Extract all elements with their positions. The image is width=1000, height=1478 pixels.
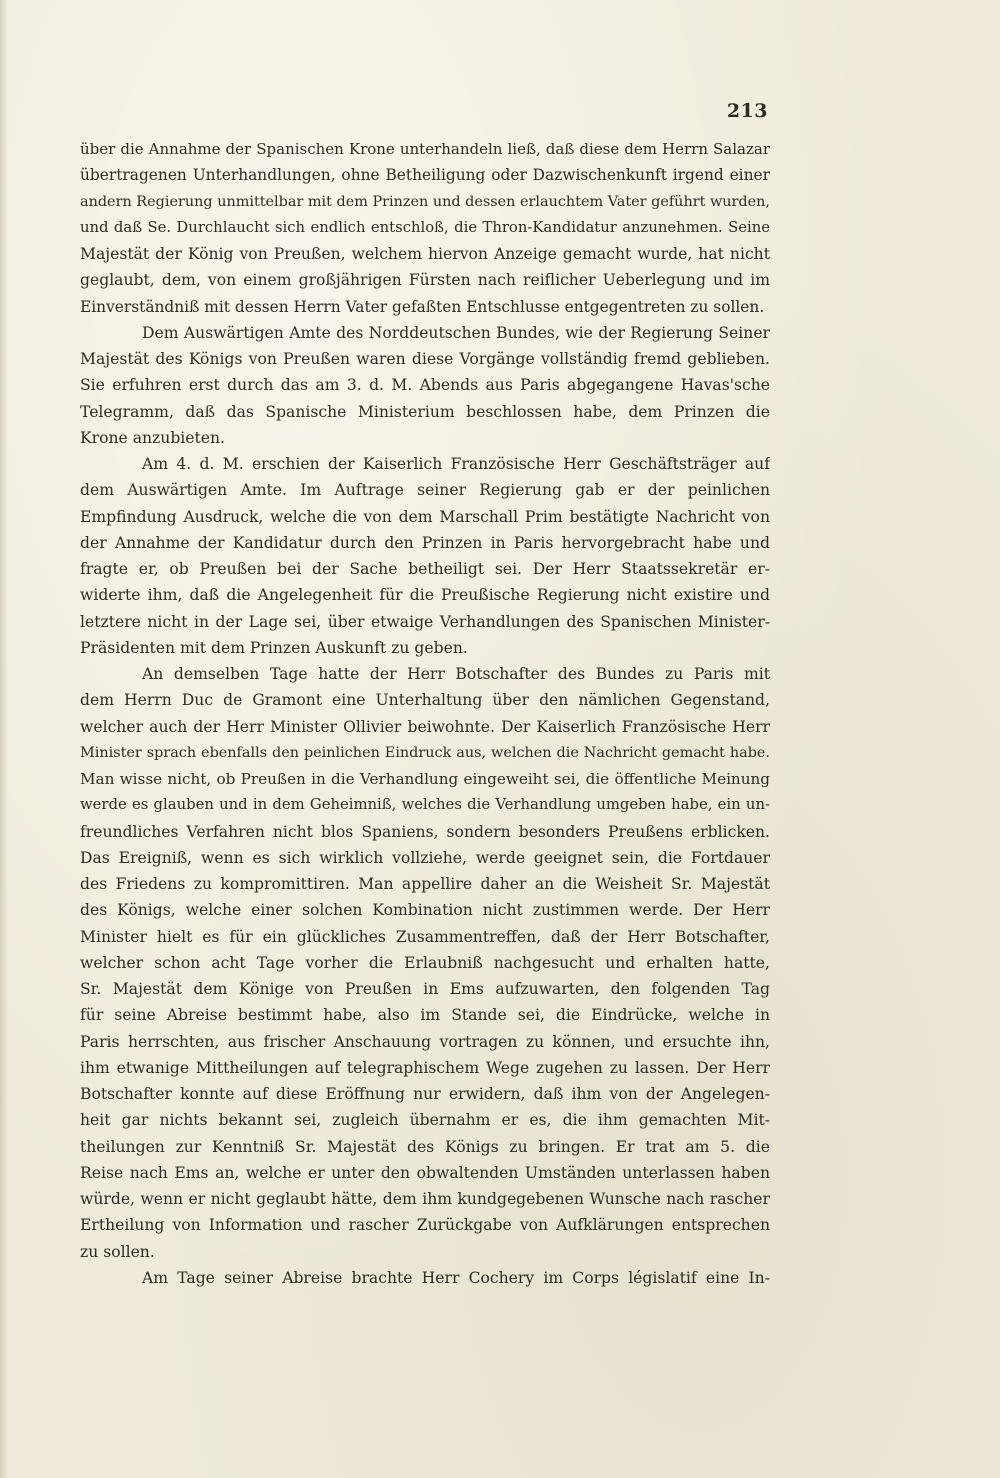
text-line: Empfindung Ausdruck, welche die von dem Marschall Prim bestätigte Nachricht von: [80, 507, 770, 526]
text-line: Minister hielt es für ein glückliches Zusammentreffen, daß der Herr Botschafter,: [80, 927, 770, 946]
text-line: geglaubt, dem, von einem großjährigen Fürsten nach reiflicher Ueberlegung und im: [80, 271, 770, 290]
text-line: übertragenen Unterhandlungen, ohne Betheiligung oder Dazwischenkunft irgend einer: [80, 166, 770, 185]
text-line: werde es glauben und in dem Geheimniß, welches die Verhandlung umgeben habe, ein un-: [80, 796, 770, 814]
text-line: Reise nach Ems an, welche er unter den obwaltenden Umständen unterlassen haben: [80, 1163, 770, 1182]
text-line: Botschafter konnte auf diese Eröffnung nur erwidern, daß ihm von der Angelegen-: [80, 1085, 770, 1103]
text-line: heit gar nichts bekannt sei, zugleich übernahm er es, die ihm gemachten Mit-: [80, 1111, 770, 1130]
text-line: und daß Se. Durchlaucht sich endlich entschloß, die Thron-Kandidatur anzunehmen. Seine: [80, 218, 770, 236]
text-line: dem Auswärtigen Amte. Im Auftrage seiner Regierung gab er der peinlichen: [80, 481, 770, 500]
text-line: Paris herrschten, aus frischer Anschauung vortragen zu können, und ersuchte ihn,: [80, 1032, 770, 1051]
text-line: dem Herrn Duc de Gramont eine Unterhaltung über den nämlichen Gegenstand,: [80, 691, 770, 710]
text-line: andern Regierung unmittelbar mit dem Prinzen und dessen erlauchtem Vater geführt wurden,: [80, 193, 770, 210]
text-line: Majestät des Königs von Preußen waren diese Vorgänge vollständig fremd geblieben.: [80, 350, 770, 368]
text-line: theilungen zur Kenntniß Sr. Majestät des Königs zu bringen. Er trat am 5. die: [80, 1137, 770, 1156]
text-line: Man wisse nicht, ob Preußen in die Verhandlung eingeweiht sei, die öffentliche Meinung: [80, 770, 770, 788]
text-line: Am 4. d. M. erschien der Kaiserlich Französische Herr Geschäftsträger auf: [142, 455, 770, 473]
text-line: Am Tage seiner Abreise brachte Herr Cochery im Corps législatif eine In-: [142, 1268, 770, 1287]
text-line: Das Ereigniß, wenn es sich wirklich vollziehe, werde geeignet sein, die Fortdauer: [80, 848, 770, 867]
text-line: für seine Abreise bestimmt habe, also im Stande sei, die Eindrücke, welche in: [80, 1006, 770, 1025]
text-line: Majestät der König von Preußen, welchem hiervon Anzeige gemacht wurde, hat nicht: [80, 245, 770, 263]
text-line: welcher schon acht Tage vorher die Erlaubniß nachgesucht und erhalten hatte,: [80, 953, 770, 972]
text-line: würde, wenn er nicht geglaubt hätte, dem ihm kundgegebenen Wunsche nach rascher: [80, 1190, 770, 1208]
body-text: [80, 136, 770, 1291]
text-line: welcher auch der Herr Minister Ollivier beiwohnte. Der Kaiserlich Französische Herr: [80, 717, 770, 736]
text-line: Einverständniß mit dessen Herrn Vater gefaßten Entschlusse entgegentreten zu sollen.: [80, 297, 765, 316]
text-line: des Königs, welche einer solchen Kombination nicht zustimmen werde. Der Herr: [80, 901, 770, 920]
text-line: Krone anzubieten.: [80, 428, 226, 447]
text-line: freundliches Verfahren nicht blos Spaniens, sondern besonders Preußens erblicken.: [80, 822, 770, 841]
text-line: Sie erfuhren erst durch das am 3. d. M. Abends aus Paris abgegangene Havas'sche: [80, 376, 770, 395]
text-line: ihm etwanige Mittheilungen auf telegraphischem Wege zugehen zu lassen. Der Herr: [80, 1058, 770, 1077]
page-edge-shadow: [0, 0, 8, 1478]
text-line: An demselben Tage hatte der Herr Botschafter des Bundes zu Paris mit: [142, 665, 770, 683]
text-line: Dem Auswärtigen Amte des Norddeutschen Bundes, wie der Regierung Seiner: [142, 323, 770, 342]
text-line: Ertheilung von Information und rascher Zurückgabe von Aufklärungen entsprechen: [80, 1216, 770, 1235]
text-line: über die Annahme der Spanischen Krone unterhandeln ließ, daß diese dem Herrn Salazar: [80, 140, 770, 158]
text-line: des Friedens zu kompromittiren. Man appellire daher an die Weisheit Sr. Majestät: [80, 875, 770, 893]
text-line: der Annahme der Kandidatur durch den Prinzen in Paris hervorgebracht habe und: [80, 533, 770, 552]
text-line: Sr. Majestät dem Könige von Preußen in Ems aufzuwarten, den folgenden Tag: [80, 980, 770, 998]
text-line: letztere nicht in der Lage sei, über etwaige Verhandlungen des Spanischen Minister-: [80, 612, 770, 631]
text-line: fragte er, ob Preußen bei der Sache betheiligt sei. Der Herr Staatssekretär er-: [80, 560, 770, 578]
text-line: zu sollen.: [80, 1242, 155, 1261]
text-line: Präsidenten mit dem Prinzen Auskunft zu geben.: [80, 638, 468, 657]
text-line: Telegramm, daß das Spanische Ministerium beschlossen habe, dem Prinzen die: [80, 402, 770, 421]
text-line: Minister sprach ebenfalls den peinlichen Eindruck aus, welchen die Nachricht gemacht habe.: [80, 744, 770, 761]
text-line: widerte ihm, daß die Angelegenheit für die Preußische Regierung nicht existire und: [80, 586, 770, 605]
page-number: 213: [726, 100, 768, 122]
